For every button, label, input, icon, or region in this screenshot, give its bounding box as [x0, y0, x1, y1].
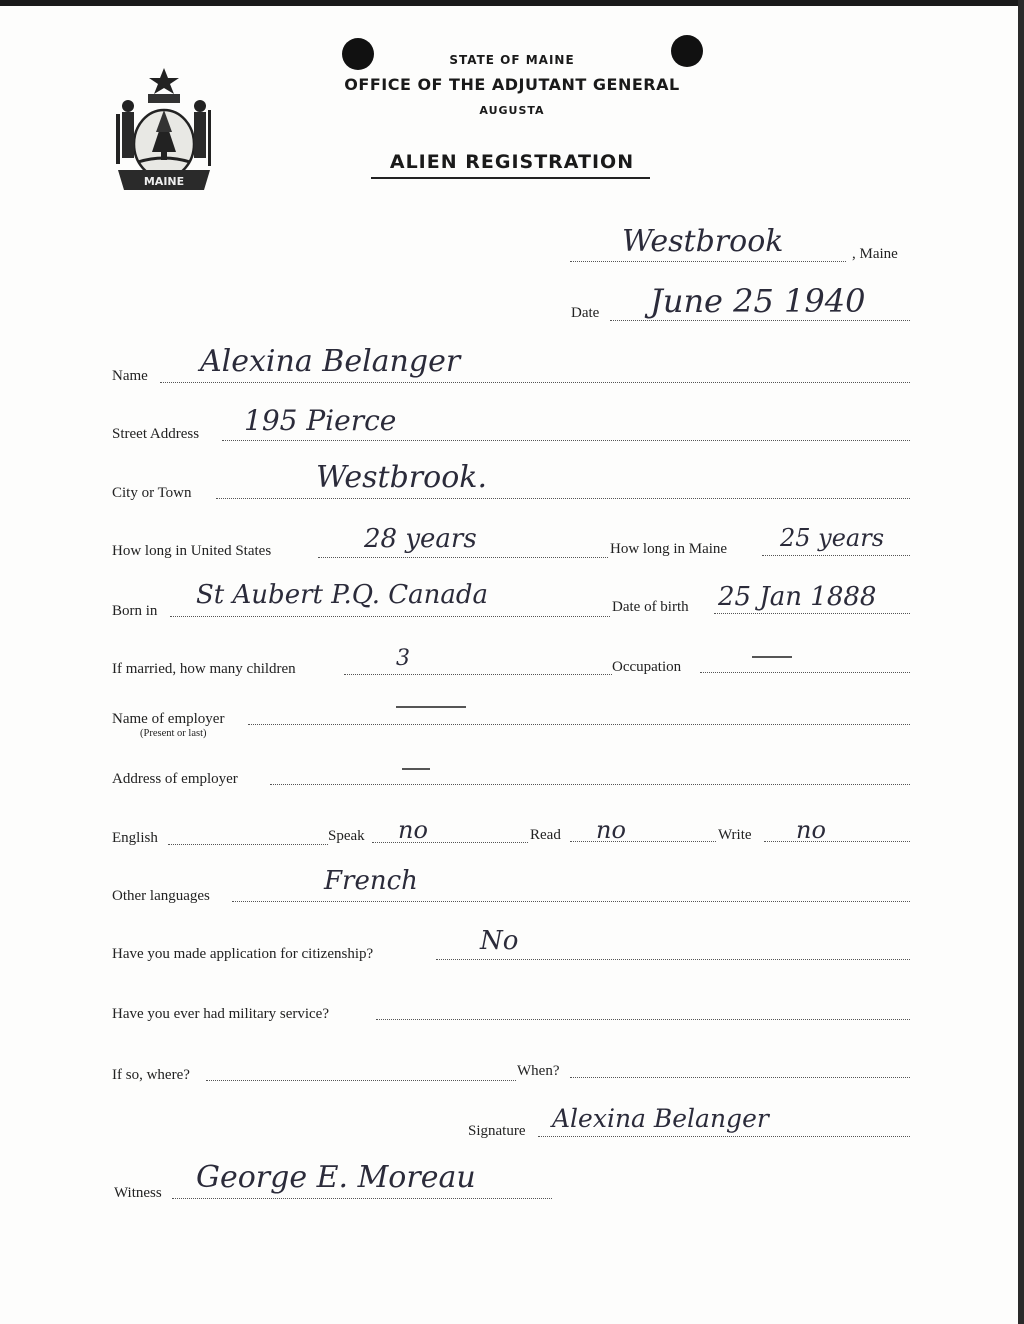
- english-label: English: [112, 830, 158, 846]
- witness-label: Witness: [114, 1185, 162, 1201]
- other-languages-label: Other languages: [112, 888, 210, 904]
- signature-dotted-line: [538, 1134, 910, 1137]
- birthplace-entry: St Aubert P.Q. Canada: [196, 580, 489, 610]
- svg-text:MAINE: MAINE: [143, 175, 185, 188]
- header-office: OFFICE OF THE ADJUTANT GENERAL: [344, 75, 680, 94]
- city-dotted-line: [216, 496, 910, 499]
- occupation-dash: [752, 656, 792, 658]
- date-label: Date: [571, 305, 600, 321]
- street-label: Street Address: [112, 426, 200, 442]
- city-entry: Westbrook.: [316, 460, 487, 495]
- speak-dotted-line: [372, 840, 528, 843]
- years-maine-label: How long in Maine: [610, 541, 728, 557]
- date-entry: June 25 1940: [650, 282, 866, 320]
- employer-address-label: Address of employer: [112, 771, 238, 787]
- title-underline: [371, 177, 650, 179]
- other-languages-dotted-line: [232, 899, 910, 902]
- citizenship-entry: No: [480, 926, 519, 956]
- form-title: ALIEN REGISTRATION: [389, 151, 635, 173]
- write-dotted-line: [764, 839, 910, 842]
- place-suffix-label: , Maine: [852, 246, 898, 262]
- military-label: Have you ever had military service?: [112, 1006, 329, 1022]
- birthplace-label: Born in: [112, 603, 158, 619]
- scan-edge-top: [0, 0, 1024, 6]
- employer-address-dash: [402, 768, 430, 770]
- street-entry: 195 Pierce: [244, 404, 397, 437]
- employer-dash: [396, 706, 466, 708]
- when-dotted-line: [570, 1075, 910, 1078]
- occupation-label: Occupation: [612, 659, 682, 675]
- employer-dotted-line: [248, 722, 910, 725]
- where-label: If so, where?: [112, 1067, 190, 1083]
- place-entry: Westbrook: [622, 224, 784, 259]
- employer-sublabel: (Present or last): [140, 728, 207, 739]
- read-entry: no: [596, 816, 626, 844]
- read-dotted-line: [570, 839, 716, 842]
- citizenship-dotted-line: [436, 957, 910, 960]
- citizenship-label: Have you made application for citizenship?: [112, 946, 374, 962]
- name-dotted-line: [160, 380, 910, 383]
- employer-address-dotted-line: [270, 782, 910, 785]
- english-dotted-line: [168, 842, 328, 845]
- write-label: Write: [718, 827, 752, 843]
- name-entry: Alexina Belanger: [200, 344, 461, 379]
- where-dotted-line: [206, 1078, 516, 1081]
- years-us-label: How long in United States: [112, 543, 272, 559]
- children-label: If married, how many children: [112, 661, 296, 677]
- city-label: City or Town: [112, 485, 192, 501]
- header-state: STATE OF MAINE: [449, 53, 575, 67]
- years-maine-dotted-line: [762, 553, 910, 556]
- children-entry: 3: [396, 646, 410, 671]
- employer-label: Name of employer: [112, 711, 225, 727]
- maine-state-seal-icon: [108, 66, 220, 196]
- speak-entry: no: [398, 816, 428, 844]
- witness-dotted-line: [172, 1196, 552, 1199]
- occupation-dotted-line: [700, 670, 910, 673]
- name-label: Name: [112, 368, 148, 384]
- birthplace-dotted-line: [170, 614, 610, 617]
- header-city: AUGUSTA: [479, 104, 545, 117]
- military-dotted-line: [376, 1017, 910, 1020]
- speak-label: Speak: [328, 828, 365, 844]
- signature-entry: Alexina Belanger: [552, 1104, 769, 1133]
- witness-entry: George E. Moreau: [196, 1160, 476, 1195]
- dob-label: Date of birth: [612, 599, 689, 615]
- when-label: When?: [517, 1063, 560, 1079]
- signature-label: Signature: [468, 1123, 526, 1139]
- read-label: Read: [530, 827, 561, 843]
- write-entry: no: [796, 816, 826, 844]
- scan-edge-right: [1018, 0, 1024, 1324]
- dob-entry: 25 Jan 1888: [718, 582, 877, 612]
- other-languages-entry: French: [324, 866, 418, 896]
- years-maine-entry: 25 years: [780, 524, 885, 552]
- years-us-dotted-line: [318, 555, 608, 558]
- children-dotted-line: [344, 672, 612, 675]
- place-dotted-line: [570, 259, 846, 262]
- street-dotted-line: [222, 438, 910, 441]
- years-us-entry: 28 years: [364, 524, 477, 554]
